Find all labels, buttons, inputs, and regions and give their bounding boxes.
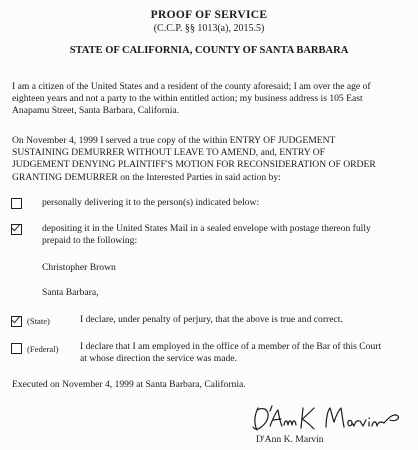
paragraph-line: I am a citizen of the United States and a resident of the county aforesaid; I am over the age of [12,81,371,92]
mail-delivery-label [42,223,418,247]
declarant-paragraph [12,81,412,118]
personal-delivery-label: personally delivering it to the person(s) indicated below: [42,197,260,208]
jurisdiction-heading: STATE OF CALIFORNIA, COUNTY OF SANTA BARBARA [69,45,349,56]
federal-declaration-checkbox[interactable] [11,343,22,354]
statute-citation: (C.C.P. §§ 1013(a), 2015.5) [153,23,265,34]
paragraph-line: Anapamu Street, Santa Barbara, California. [12,105,180,117]
paragraph-line: GRANTING DEMURRER on the Interested Parties in said action by: [12,171,281,183]
paragraph-line: eighteen years and not a party to the within entitled action; my business address is 105 East [12,93,363,105]
state-declaration-checkbox[interactable] [11,316,22,327]
paragraph-line: JUDGEMENT DENYING PLAINTIFF'S MOTION FOR RECONSIDERATION OF ORDER [12,159,376,171]
state-declaration-label: (State) [27,316,50,326]
mail-delivery-line: depositing it in the United States Mail in a sealed envelope with postage thereon fully [42,223,371,234]
document-title: PROOF OF SERVICE [150,9,268,21]
federal-declaration-label: (Federal) [27,344,59,354]
recipient-city: Santa Barbara, [42,287,99,298]
personal-delivery-checkbox[interactable] [11,198,22,209]
signer-name: D'Ann K. Marvin [256,434,324,445]
federal-declaration-text [80,341,418,365]
mail-delivery-line: prepaid to the following: [42,235,138,247]
recipient-name: Christopher Brown [42,262,116,273]
paragraph-line: On November 4, 1999 I served a true copy of the within ENTRY OF JUDGEMENT [12,135,336,146]
federal-declaration-line: at whose direction the service was made. [80,353,237,365]
paragraph-line: SUSTAINING DEMURRER WITHOUT LEAVE TO AMEND, and, ENTRY OF [12,147,325,159]
federal-declaration-line: I declare that I am employed in the office of a member of the Bar of this Court [80,341,382,352]
mail-delivery-checkbox[interactable] [11,224,22,235]
execution-statement: Executed on November 4, 1999 at Santa Barbara, California. [12,379,246,390]
state-declaration-text: I declare, under penalty of perjury, that the above is true and correct. [80,314,343,325]
service-paragraph [12,135,412,184]
handwritten-signature [248,398,404,436]
